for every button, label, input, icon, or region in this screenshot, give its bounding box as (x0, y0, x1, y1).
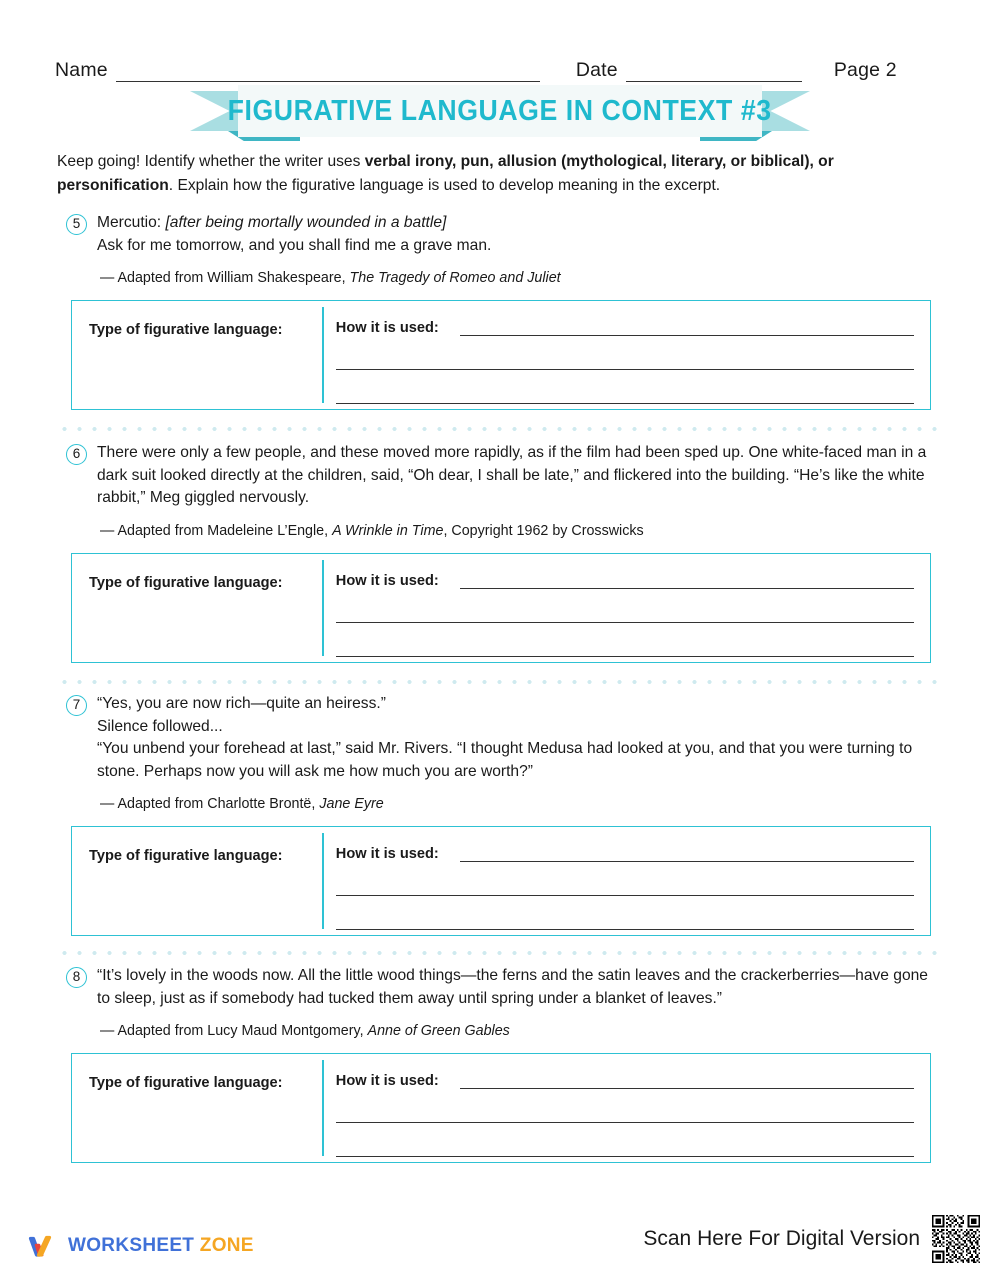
section-divider (57, 680, 943, 684)
source-title: Jane Eyre (319, 796, 384, 813)
answer-usage-label: How it is used: (335, 572, 439, 589)
question-number: 7 (66, 695, 87, 716)
worksheet-zone-logo[interactable] (27, 1231, 254, 1261)
question-line: “You unbend your forehead at last,” said Mr. Rivers. “I thought Medusa had looked at you, and that you were turning to stone. Perhaps now you will ask me how much you are worth?” (97, 740, 913, 780)
answer-type-label: Type of figurative language: (89, 1075, 283, 1092)
question-number: 5 (66, 214, 87, 235)
section-divider (57, 427, 943, 431)
date-input-line[interactable] (626, 62, 802, 82)
instructions-part1: Keep going! Identify whether the writer uses (57, 153, 365, 170)
logo-text (68, 1235, 254, 1257)
answer-explanation-cell[interactable] (324, 301, 930, 409)
answer-type-label: Type of figurative language: (89, 322, 283, 339)
answer-box (71, 1053, 931, 1163)
question-text (97, 693, 943, 783)
source-title: Anne of Green Gables (367, 1023, 510, 1040)
ribbon-center-panel (228, 85, 772, 137)
source-title: A Wrinkle in Time (332, 522, 444, 539)
question-head (57, 212, 943, 286)
answer-usage-label: How it is used: (335, 320, 439, 337)
question-block-5 (57, 212, 943, 410)
source-suffix: , Copyright 1962 by Crosswicks (443, 522, 644, 539)
answer-rule-line[interactable] (460, 861, 914, 862)
answer-usage-label: How it is used: (335, 1073, 439, 1090)
instructions-bold: verbal irony, pun, allusion (mythological, literary, or biblical), or personification (57, 153, 834, 194)
answer-type-label: Type of figurative language: (89, 848, 283, 865)
question-source (97, 270, 943, 286)
section-divider (57, 951, 943, 955)
name-label: Name (55, 59, 108, 81)
question-line: Ask for me tomorrow, and you shall find me a grave man. (97, 236, 492, 254)
source-attribution: — Adapted from Lucy Maud Montgomery, (100, 1023, 368, 1040)
question-line: “Yes, you are now rich—quite an heiress.” (97, 695, 386, 712)
name-input-line[interactable] (116, 62, 540, 82)
answer-box (71, 826, 931, 936)
answer-type-cell[interactable] (72, 1054, 322, 1162)
qr-code-icon[interactable] (930, 1213, 982, 1265)
question-number: 8 (66, 967, 87, 988)
stage-direction: [after being mortally wounded in a battle] (165, 214, 447, 231)
title-banner (0, 91, 1000, 139)
question-head (57, 965, 943, 1039)
answer-rule-line[interactable] (460, 1088, 914, 1089)
answer-explanation-cell[interactable] (324, 827, 930, 935)
page-header (55, 52, 945, 82)
question-line (97, 212, 943, 235)
answer-rule-line[interactable] (336, 369, 914, 370)
scan-label: Scan Here For Digital Version (643, 1227, 920, 1250)
source-attribution: — Adapted from William Shakespeare, (100, 270, 350, 287)
answer-usage-label: How it is used: (335, 846, 439, 863)
date-label: Date (575, 59, 618, 81)
answer-type-cell[interactable] (72, 827, 322, 935)
answer-box (71, 300, 931, 410)
answer-explanation-cell[interactable] (324, 1054, 930, 1162)
page-title: FIGURATIVE LANGUAGE IN CONTEXT #3 (228, 94, 772, 127)
speaker-label: Mercutio: (97, 214, 166, 231)
answer-rule-line[interactable] (460, 335, 914, 336)
question-head (57, 442, 943, 539)
answer-explanation-cell[interactable] (324, 554, 930, 662)
question-block-6 (57, 442, 943, 663)
answer-rule-line[interactable] (336, 1122, 914, 1123)
answer-rule-line[interactable] (336, 1156, 914, 1157)
answer-rule-line[interactable] (336, 656, 914, 657)
logo-mark-icon (27, 1231, 57, 1261)
answer-rule-line[interactable] (460, 588, 914, 589)
logo-word-worksheet: WORKSHEET (68, 1235, 195, 1256)
answer-rule-line[interactable] (336, 403, 914, 404)
answer-box (71, 553, 931, 663)
source-title: The Tragedy of Romeo and Juliet (349, 270, 561, 287)
question-source (97, 523, 943, 539)
source-attribution: — Adapted from Charlotte Brontë, (100, 796, 320, 813)
page-footer (0, 1199, 1000, 1279)
logo-word-zone: ZONE (199, 1235, 254, 1256)
question-block-8 (57, 965, 943, 1163)
source-attribution: — Adapted from Madeleine L’Engle, (100, 522, 333, 539)
answer-rule-line[interactable] (336, 895, 914, 896)
answer-rule-line[interactable] (336, 622, 914, 623)
scan-section[interactable] (643, 1213, 982, 1265)
question-number: 6 (66, 444, 87, 465)
answer-rule-line[interactable] (336, 929, 914, 930)
answer-type-cell[interactable] (72, 554, 322, 662)
question-block-7 (57, 693, 943, 936)
question-head (57, 693, 943, 812)
question-text (97, 212, 943, 257)
question-source (97, 1023, 943, 1039)
instructions-part2: . Explain how the figurative language is used to develop meaning in the excerpt. (168, 176, 721, 194)
question-text: There were only a few people, and these moved more rapidly, as if the film had been sped up. One white-faced man in a dark suit looked directly at the children, said, “Oh dear, I shall be late,” and flickered into the building. “He’s like the white rabbit,” Meg giggled nervously. (97, 444, 927, 507)
question-text: “It’s lovely in the woods now. All the little wood things—the ferns and the satin leaves and the crackerberries—have gone to sleep, just as if somebody had tucked them away until spring under a blanket of leaves.” (97, 967, 928, 1007)
question-source (97, 796, 943, 812)
question-line: Silence followed... (97, 717, 223, 735)
page-number: Page 2 (833, 59, 897, 81)
instructions (57, 150, 937, 197)
answer-type-cell[interactable] (72, 301, 322, 409)
answer-type-label: Type of figurative language: (89, 574, 283, 591)
